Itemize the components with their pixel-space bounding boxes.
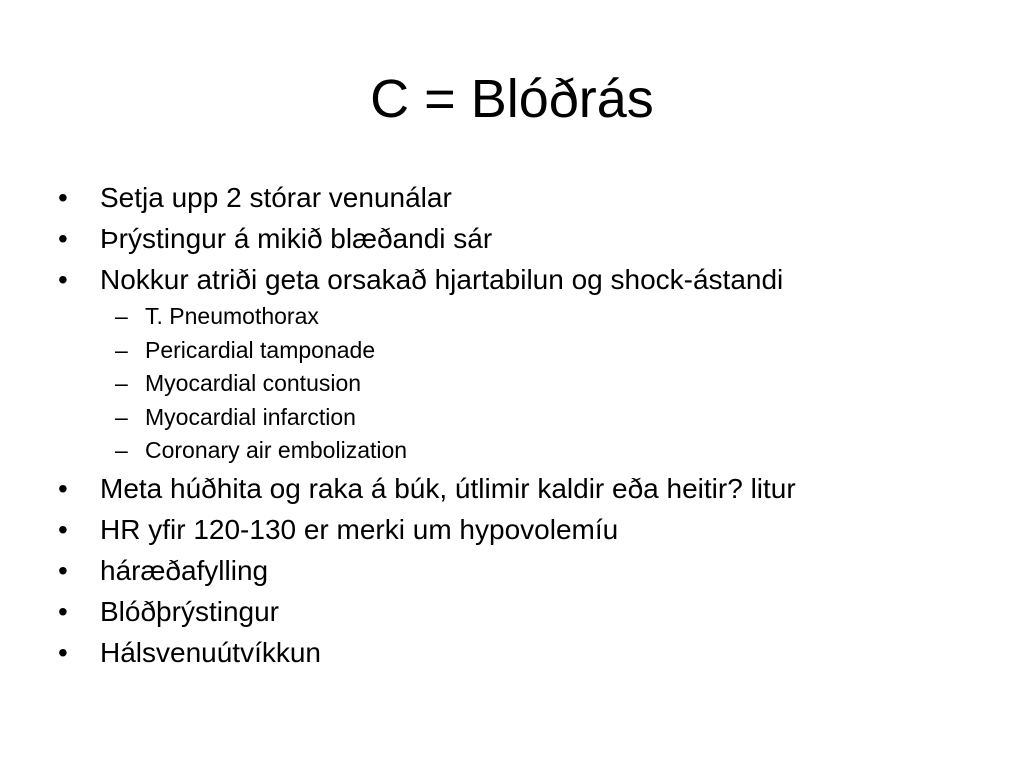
bullet-text: Blóðþrýstingur [100, 595, 279, 627]
bullet-text: Hálsvenuútvíkkun [100, 636, 322, 668]
bullet-text: Nokkur atriði geta orsakað hjartabilun og shock-ástandi [100, 264, 784, 295]
sub-bullet-text: Coronary air embolization [145, 437, 408, 463]
bullet-text: HR yfir 120-130 er merki um hypovolemíu [100, 513, 619, 545]
bullet-marker: • [58, 472, 68, 504]
bullet-marker: • [58, 554, 68, 586]
bullet-marker: • [58, 182, 68, 213]
bullet-marker: • [58, 513, 68, 545]
bullet-marker: • [58, 264, 68, 295]
bullet-item [58, 468, 796, 509]
bullet-text: Meta húðhita og raka á búk, útlimir kaldir eða heitir? litur [100, 472, 796, 504]
sub-bullet-text: Pericardial tamponade [145, 336, 376, 363]
dash-marker: – [115, 403, 128, 430]
bullet-text: háræðafylling [100, 554, 269, 586]
dash-marker: – [115, 370, 128, 396]
dash-marker: – [115, 336, 128, 363]
bullet-item [58, 218, 796, 259]
bullet-marker: • [58, 223, 68, 254]
bullet-marker: • [58, 595, 68, 627]
sub-bullet-item [58, 434, 796, 468]
sub-bullet-item [58, 401, 796, 435]
bullet-text: Setja upp 2 stórar venunálar [100, 182, 452, 213]
sub-bullet-item [58, 367, 796, 401]
bullet-item [58, 632, 796, 673]
dash-marker: – [115, 303, 128, 329]
bullet-item [58, 591, 796, 632]
sub-bullet-text: T. Pneumothorax [145, 303, 319, 329]
bullet-list [58, 177, 796, 673]
bullet-item [58, 550, 796, 591]
sub-bullet-item [58, 334, 796, 368]
dash-marker: – [115, 437, 128, 463]
bullet-text: Þrýstingur á mikið blæðandi sár [100, 223, 493, 254]
bullet-item [58, 177, 796, 218]
slide-title: C = Blóðrás [370, 69, 654, 129]
sub-bullet-text: Myocardial contusion [145, 370, 362, 396]
bullet-item [58, 509, 796, 550]
bullet-marker: • [58, 636, 68, 668]
bullet-item [58, 259, 796, 300]
sub-bullet-text: Myocardial infarction [145, 403, 356, 430]
sub-bullet-item [58, 300, 796, 334]
